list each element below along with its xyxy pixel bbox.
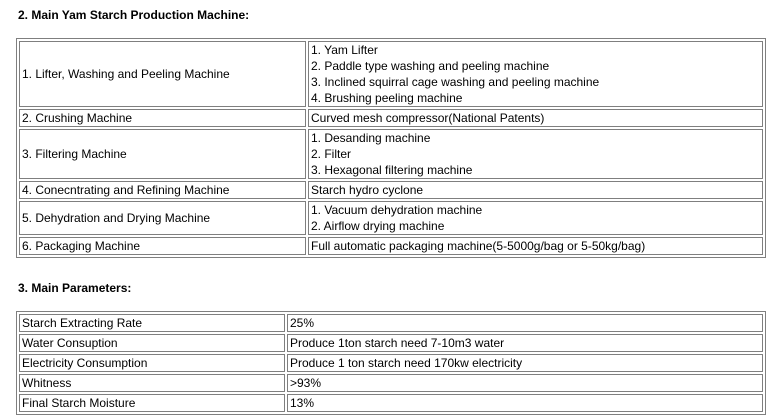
list-item: 3. Hexagonal filtering machine (311, 163, 473, 177)
table-row (19, 41, 763, 107)
machine-list (308, 129, 763, 179)
machine-category: 6. Packaging Machine (19, 237, 306, 255)
parameter-value: Produce 1ton starch need 7-10m3 water (287, 334, 763, 352)
parameter-label: Water Consuption (19, 334, 285, 352)
table-row (19, 109, 763, 127)
machine-category: 4. Conecntrating and Refining Machine (19, 181, 306, 199)
list-item: 1. Desanding machine (311, 131, 431, 145)
table-row (19, 374, 763, 392)
list-item: 2. Airflow drying machine (311, 219, 445, 233)
parameter-value: >93% (287, 374, 763, 392)
parameters-table (16, 311, 766, 415)
list-item: 1. Vacuum dehydration machine (311, 203, 483, 217)
section-heading-parameters: 3. Main Parameters: (18, 281, 132, 295)
list-item: 1. Yam Lifter (311, 43, 378, 57)
list-item: 3. Inclined squirral cage washing and peeling machine (311, 75, 600, 89)
parameter-label: Whitness (19, 374, 285, 392)
table-row (19, 334, 763, 352)
list-item: Curved mesh compressor(National Patents) (311, 111, 545, 125)
table-row (19, 354, 763, 372)
machine-list (308, 109, 763, 127)
table-row (19, 201, 763, 235)
machine-list (308, 181, 763, 199)
table-row (19, 237, 763, 255)
parameter-value: 13% (287, 394, 763, 412)
machine-list (308, 237, 763, 255)
table-row (19, 181, 763, 199)
parameter-label: Electricity Consumption (19, 354, 285, 372)
list-item: 2. Filter (311, 147, 352, 161)
list-item: 2. Paddle type washing and peeling machine (311, 59, 550, 73)
machine-list (308, 201, 763, 235)
machine-category: 5. Dehydration and Drying Machine (19, 201, 306, 235)
machine-table (16, 38, 766, 258)
table-row (19, 129, 763, 179)
list-item: 4. Brushing peeling machine (311, 91, 463, 105)
table-row (19, 394, 763, 412)
list-item: Starch hydro cyclone (311, 183, 424, 197)
parameter-value: Produce 1 ton starch need 170kw electricity (287, 354, 763, 372)
section-heading-machines: 2. Main Yam Starch Production Machine: (18, 8, 250, 22)
machine-category: 1. Lifter, Washing and Peeling Machine (19, 41, 306, 107)
machine-category: 2. Crushing Machine (19, 109, 306, 127)
machine-list (308, 41, 763, 107)
table-row (19, 314, 763, 332)
parameter-label: Starch Extracting Rate (19, 314, 285, 332)
machine-category: 3. Filtering Machine (19, 129, 306, 179)
parameter-label: Final Starch Moisture (19, 394, 285, 412)
list-item: Full automatic packaging machine(5-5000g/bag or 5-50kg/bag) (311, 239, 646, 253)
parameter-value: 25% (287, 314, 763, 332)
